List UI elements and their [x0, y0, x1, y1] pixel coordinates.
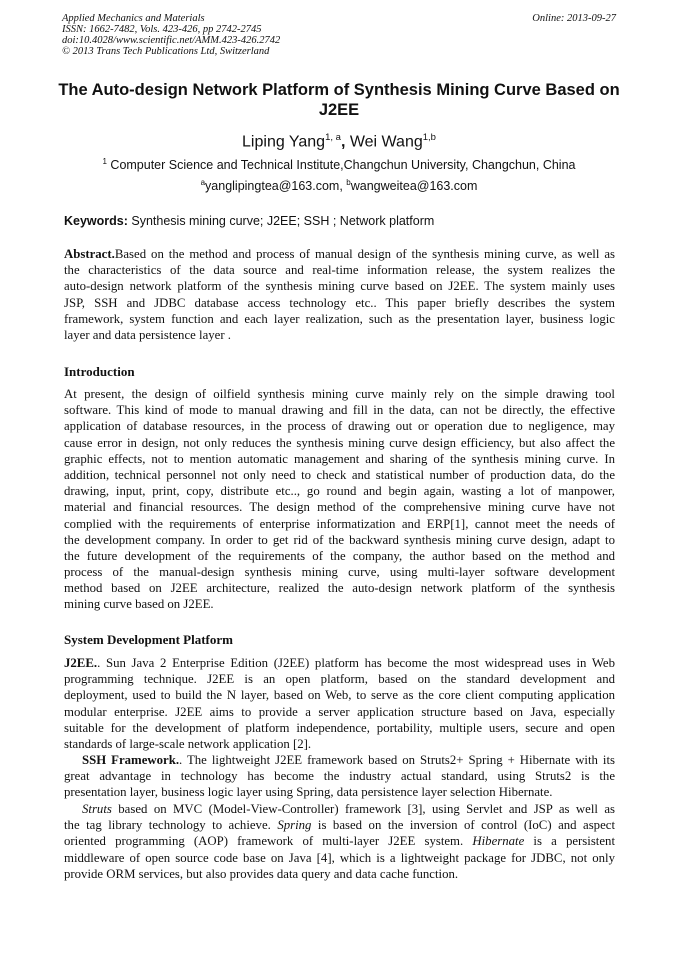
journal-name: Applied Mechanics and Materials [62, 13, 205, 24]
text-line [64, 580, 615, 596]
text-line [64, 671, 615, 687]
text-run: middleware of open source code base on Java [4], which is a lightweight package for JDBC, not only [64, 850, 615, 865]
email-sup: b [346, 178, 351, 187]
doi: doi:10.4028/www.scientific.net/AMM.423-426.2742 [62, 35, 281, 46]
text-run: modular enterprise. J2EE aims to provide a server application structure based on Java, especially [64, 704, 615, 719]
text-run: software. This kind of mode to manual drawing and fill in the data, can not be directly, the effective [64, 403, 615, 418]
issn: ISSN: 1662-7482, Vols. 423-426, pp 2742-2745 [62, 24, 262, 35]
text-line [64, 866, 615, 882]
authors [0, 132, 678, 151]
text-run [64, 801, 82, 817]
text-run: framework, system function and each layer realization, such as the presentation layer, business logic [64, 311, 615, 326]
text-run: presentation layer, business logic layer using Spring, data persistence layer selection Hibernate. [64, 785, 553, 800]
text-run: the future development of the requirements of the company, the author based on the method and [64, 548, 615, 563]
text-run: method based on J2EE architecture, realized the auto-design network platform of the synthesis [64, 581, 615, 596]
author-sup: 1, a [325, 132, 341, 143]
text-line [64, 499, 615, 515]
text-run: the tag library technology to achieve. [64, 818, 278, 833]
emails [0, 178, 678, 193]
affiliation-text: Computer Science and Technical Institute,Changchun University, Changchun, China [106, 158, 576, 173]
text-line [64, 386, 615, 402]
text-run: graphic effects, not to mention automatic management and sharing of the synthesis mining curve. In [64, 451, 615, 466]
text-line [64, 278, 615, 294]
emphasis-text: Spring [277, 818, 312, 833]
text-run [64, 752, 82, 768]
text-run: complied with the requirements of enterprise informatization and ERP[1], cannot meet the needs of [64, 516, 615, 531]
text-run: drawing, input, print, copy, distribute etc.., go round and begin again, wasting a lot of manpower, [64, 484, 615, 499]
affiliation-sup: 1 [102, 157, 107, 166]
text-line [64, 246, 615, 262]
text-run: . The lightweight J2EE framework based on Struts2+ Spring + Hibernate with its [179, 753, 615, 767]
text-line [64, 564, 615, 580]
j2ee-paragraph [64, 655, 615, 752]
text-line [64, 516, 615, 532]
text-run: based on MVC (Model-View-Controller) framework [3], using Servlet and JSP as well as [111, 802, 615, 816]
text-run: material and financial resources. The design method of the comprehensive mining curve have not [64, 500, 615, 515]
introduction-paragraph [64, 386, 615, 613]
author-name: Wei Wang [349, 133, 423, 151]
section-heading-system-platform: System Development Platform [64, 632, 233, 647]
text-run: application of database resources, in the process of drawing out or operation due to negligence, may [64, 419, 615, 434]
text-run: process of the manual-design synthesis mining curve, using multi-layer software development [64, 565, 615, 580]
emphasis-text: Hibernate [472, 834, 525, 849]
text-line [64, 327, 615, 343]
text-run: deployment, used to build the N layer, based on Web, to serve as the core client computing application [64, 688, 615, 703]
text-run: JSP, SSH and JDBC database access technology etc.. This paper briefly describes the system [64, 295, 615, 310]
keywords-label: Keywords: [64, 214, 128, 228]
text-run: programming technique. J2EE is an open platform, based on the standard development and [64, 672, 615, 687]
emphasis-text: Struts [82, 802, 112, 816]
text-run: the characteristics of the data source and real-time information release, the system realizes the [64, 263, 615, 278]
text-line [64, 736, 615, 752]
text-run: At present, the design of oilfield synthesis mining curve mainly rely on the simple drawing tool [64, 387, 615, 401]
text-line [64, 687, 615, 703]
text-run: oriented programming (AOP) framework of multi-layer J2EE system. [64, 834, 473, 849]
keywords-text: Synthesis mining curve; J2EE; SSH ; Network platform [127, 214, 435, 228]
run-in-heading: J2EE. [64, 656, 98, 670]
paper-title [40, 80, 638, 120]
text-line [64, 833, 615, 849]
run-in-heading: Abstract. [64, 247, 115, 261]
text-line [64, 655, 615, 671]
email-a: yanglipingtea@163.com, [205, 179, 347, 194]
online-date: Online: 2013-09-27 [532, 13, 616, 24]
text-run: auto-design network platform of the synthesis mining curve based on J2EE. The system mainly uses [64, 279, 615, 294]
text-line [64, 548, 615, 564]
text-line [64, 295, 615, 311]
text-line [64, 752, 615, 768]
copyright: © 2013 Trans Tech Publications Ltd, Switzerland [62, 46, 270, 57]
text-line [64, 801, 615, 817]
text-line [64, 418, 615, 434]
text-line [64, 262, 615, 278]
text-run: suitable for the development of platform independence, portability, multiple users, secure and open [64, 720, 615, 735]
text-line [64, 311, 615, 327]
author-sup: 1,b [422, 132, 436, 143]
title-line-1: The Auto-design Network Platform of Synthesis Mining Curve Based on [58, 81, 620, 99]
text-run: is based on the inversion of control (IoC) and aspect [311, 818, 615, 833]
run-in-heading: SSH Framework. [82, 753, 180, 767]
affiliation [0, 157, 678, 172]
text-run: Based on the method and process of manual design of the synthesis mining curve, as well as [114, 247, 615, 261]
text-run: great advantage in technology has become the industry actual standard, using Struts2 is the [64, 769, 615, 784]
journal-header [62, 13, 280, 57]
title-line-2: J2EE [318, 101, 360, 119]
text-line [64, 768, 615, 784]
text-run: the development company. In order to get rid of the backward synthesis mining curve design, adapt to [64, 532, 615, 547]
text-run: layer and data persistence layer . [64, 327, 231, 342]
keywords [64, 214, 434, 228]
text-run: standards of large-scale network application [2]. [64, 736, 312, 751]
struts-paragraph [64, 801, 615, 882]
text-line [64, 532, 615, 548]
text-line [64, 784, 615, 800]
ssh-paragraph [64, 752, 615, 801]
email-b: wangweitea@163.com [350, 179, 478, 194]
text-line [64, 817, 615, 833]
text-run: . Sun Java 2 Enterprise Edition (J2EE) platform has become the most widespread uses in Web [97, 656, 615, 670]
text-run: is a persistent [524, 834, 615, 849]
text-line [64, 435, 615, 451]
section-heading-introduction: Introduction [64, 364, 135, 379]
author-name: Liping Yang [242, 133, 326, 151]
text-line [64, 451, 615, 467]
text-run: provide ORM services, but also provides data query and data cache function. [64, 866, 459, 881]
author-separator: , [340, 133, 350, 151]
email-sup: a [200, 178, 206, 187]
text-line [64, 704, 615, 720]
text-run: cause error in design, not only reduces the synthesis mining curve design efficiency, but also affect the [64, 435, 615, 450]
text-line [64, 402, 615, 418]
text-line [64, 720, 615, 736]
text-run: addition, technical personnel not only need to check and statistical number of production data, do the [64, 467, 615, 482]
abstract-paragraph [64, 246, 615, 343]
text-line [64, 483, 615, 499]
text-line [64, 850, 615, 866]
text-line [64, 596, 615, 612]
text-run: mining curve based on J2EE. [64, 597, 214, 612]
text-line [64, 467, 615, 483]
